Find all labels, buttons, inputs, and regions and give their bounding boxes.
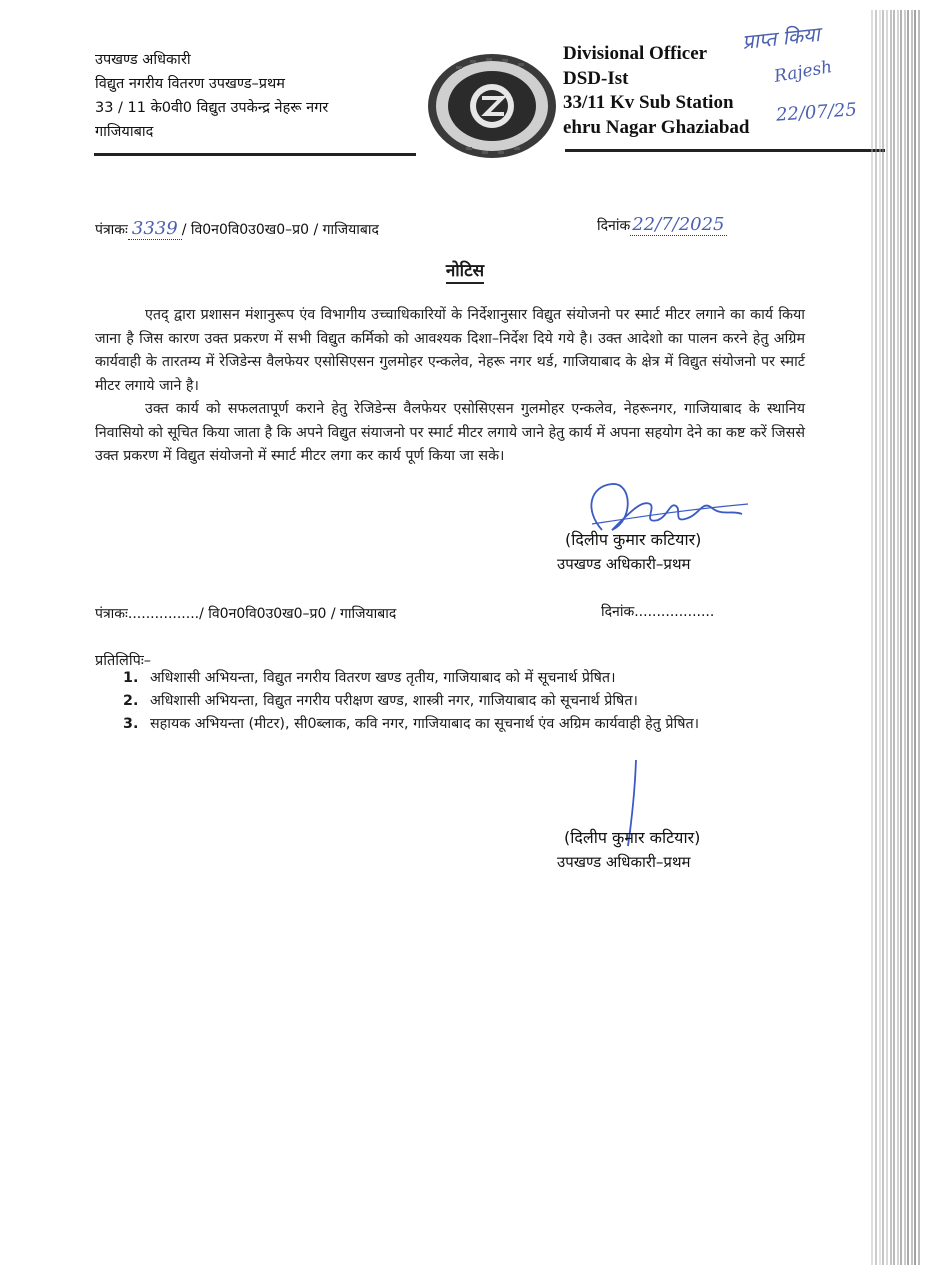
ref-suffix: / वि0न0वि0उ0ख0–प्र0 / गाजियाबाद: [181, 222, 379, 238]
copy-to-list: [120, 667, 800, 736]
notice-paragraph-1: एतद् द्वारा प्रशासन मंशानुरूप एंव विभागीय उच्चाधिकारियों के निर्देशानुसार विद्युत संयोजनो पर स्मार्ट मीटर लगाने का कार्य किया जाना है जिस कारण उक्त प्रकरण में सभी विद्युत कर्मिको को आवश्यक दिशा–निर्देश दिये गये है। उक्त आदेशो का पालन करने हेतु अग्रिम कार्यवाही के तारतम्य में रेजिडेन्स वैलफेयर एसोसिएसन गुलमोहर एन्कलेव, नेहरू नगर थर्ड, गाजियाबाद के क्षेत्र में विद्युत संयोजनो पर स्मार्ट मीटर लगाये जाने है।: [95, 307, 805, 394]
letterhead-hindi: [95, 48, 328, 144]
list-item: 1. अधिशासी अभियन्ता, विद्युत नगरीय वितरण खण्ड तृतीय, गाजियाबाद को में सूचनार्थ प्रेषित।: [123, 670, 616, 686]
date2-label: दिनांक: [601, 604, 635, 620]
city-en: ehru Nagar Ghaziabad: [563, 116, 750, 138]
date-value: 22/7/2025: [632, 214, 725, 235]
ref-number: 3339: [128, 218, 182, 240]
signatory-2-name: (दिलीप कुमार कटियार): [564, 828, 701, 847]
substation-en: 33/11 Kv Sub Station: [563, 92, 734, 113]
division-name-hi: विद्युत नगरीय वितरण उपखण्ड–प्रथम: [95, 76, 285, 92]
notice-body: [95, 304, 805, 469]
list-item: 3. सहायक अभियन्ता (मीटर), सी0ब्लाक, कवि नगर, गाजियाबाद का सूचनार्थ एंव अग्रिम कार्यवाही हेतु प्रेषित।: [123, 716, 700, 732]
header-rule-left: [94, 153, 416, 156]
signatory-1-designation: उपखण्ड अधिकारी–प्रथम: [557, 555, 691, 573]
notice-title: नोटिस: [0, 258, 930, 281]
reference-line-2: [95, 604, 396, 623]
office-title-hi: उपखण्ड अधिकारी: [95, 52, 191, 68]
city-hi: गाजियाबाद: [95, 124, 154, 140]
signatory-1-name: (दिलीप कुमार कटियार): [565, 530, 702, 549]
date-line-2: [601, 602, 714, 621]
scan-edge-artifact: [868, 10, 923, 1265]
ref2-dots: ................: [127, 606, 200, 622]
header-rule-right: [565, 149, 885, 152]
list-item: 2. अधिशासी अभियन्ता, विद्युत नगरीय परीक्षण खण्ड, शास्त्री नगर, गाजियाबाद को सूचनार्थ प्रेषित।: [123, 693, 638, 709]
receipt-note-signature: Rajesh: [772, 57, 834, 87]
ref-label: पंत्राकः: [95, 222, 128, 238]
signatory-2-designation: उपखण्ड अधिकारी–प्रथम: [557, 853, 691, 871]
office-title-en: Divisional Officer: [563, 43, 708, 64]
letterhead-english: [563, 42, 750, 140]
substation-hi: 33 / 11 के0वी0 विद्युत उपकेन्द्र नेहरू नगर: [95, 100, 329, 116]
date-line-1: [597, 214, 727, 235]
date2-dots: ..................: [634, 604, 715, 620]
receipt-note-date: 22/07/25: [775, 99, 858, 126]
ref2-label: पंत्राकः: [95, 606, 128, 622]
receipt-note-line1: प्राप्त किया: [741, 21, 821, 54]
ref2-suffix: / वि0न0वि0उ0ख0–प्र0 / गाजियाबाद: [199, 606, 397, 622]
reference-line-1: [95, 218, 379, 239]
division-code-en: DSD-Ist: [563, 67, 629, 89]
copy-to-heading: प्रतिलिपिः–: [95, 653, 152, 669]
notice-paragraph-2: उक्त कार्य को सफलतापूर्ण कराने हेतु रेजिडेन्स वैलफेयर एसोसिएसन गुलमोहर एन्कलेव, नेहरूनगर, गाजियाबाद के स्थानिय निवासियो को सूचित किया जाता है कि अपने विद्युत संयाजनो पर स्मार्ट मीटर लगाये जाने हेतु कार्य में अपना सहयोग देने का कष्ट करें जिससे उक्त प्रकरण में विद्युत संयोजनो में स्मार्ट मीटर लगा कर कार्य पूर्ण किया जा सके।: [95, 401, 805, 464]
date-label: दिनांक: [597, 218, 631, 234]
department-seal-icon: [426, 52, 558, 160]
